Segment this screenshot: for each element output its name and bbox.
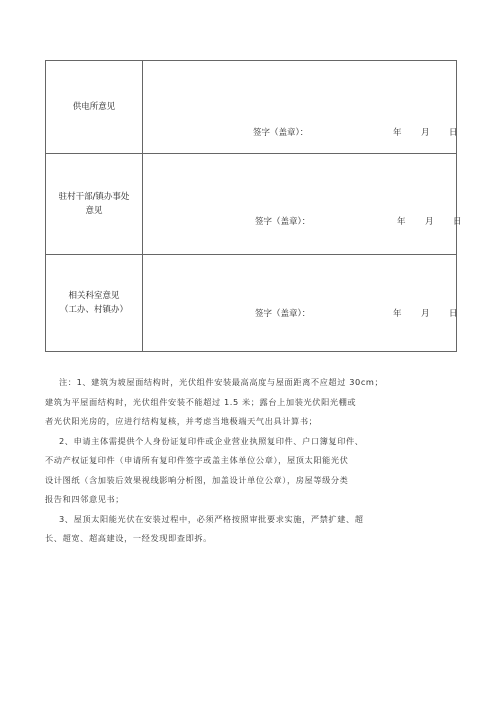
month-label: 月 [425,217,434,228]
note-line: 者光伏阳光房的，应进行结构复核，并考虑当地极端天气出具计算书； [45,416,318,426]
row-label-line: 驻村干部/镇办事处 [58,191,130,202]
table-row [46,61,457,154]
note-line: 2、申请主体需提供个人身份证复印件或企业营业执照复印件、户口簿复印件、 [59,435,364,446]
day-label: 日 [453,217,462,228]
year-label: 年 [393,128,402,138]
row-label-line: 意见 [85,205,103,216]
note-line: 注：1、建筑为坡屋面结构时，光伏组件安装最高高度与屋面距离不应超过 30cm； [59,377,384,387]
row-label-power-station [46,61,143,154]
note-line: 不动产权证复印件（申请所有复印件签字或盖主体单位公章），屋顶太阳能光伏 [45,455,349,465]
month-label: 月 [421,308,430,319]
year-label: 年 [397,217,406,228]
day-label: 日 [449,308,458,319]
signature-label: 签字（盖章）： [255,308,311,319]
opinion-cell-village-cadre[interactable] [143,154,462,254]
notes-section [45,373,457,549]
note-line: 建筑为平屋面结构时，光伏组件安装不能超过 1.5 米；露台上加装光伏阳光棚或 [45,396,357,407]
row-label-related-department [46,254,143,351]
note-line: 3、屋顶太阳能光伏在安装过程中，必须严格按照审批要求实施，严禁扩建、超 [59,513,364,524]
table-row [46,154,457,254]
row-label-village-cadre [46,154,143,254]
row-label-line: 供电所意见 [72,102,116,113]
table-row [46,254,457,351]
year-label: 年 [393,308,402,319]
row-label-line: 相关科室意见 [68,290,120,301]
row-label-line: （工办、村镇办） [59,304,128,315]
signature-label: 签字（盖章）： [253,128,309,138]
day-label: 日 [449,128,458,138]
approval-opinion-table [45,60,462,352]
opinion-cell-power-station[interactable] [143,61,457,154]
month-label: 月 [421,128,430,138]
note-line: 设计图纸（含加装后效果视线影响分析图，加盖设计单位公章），房屋等级分类 [45,474,349,485]
signature-label: 签字（盖章）： [255,217,311,228]
note-line: 长、超宽、超高建设，一经发现即查即拆。 [45,533,212,543]
note-line: 报告和四邻意见书； [45,494,125,504]
opinion-cell-related-department[interactable] [143,254,457,351]
